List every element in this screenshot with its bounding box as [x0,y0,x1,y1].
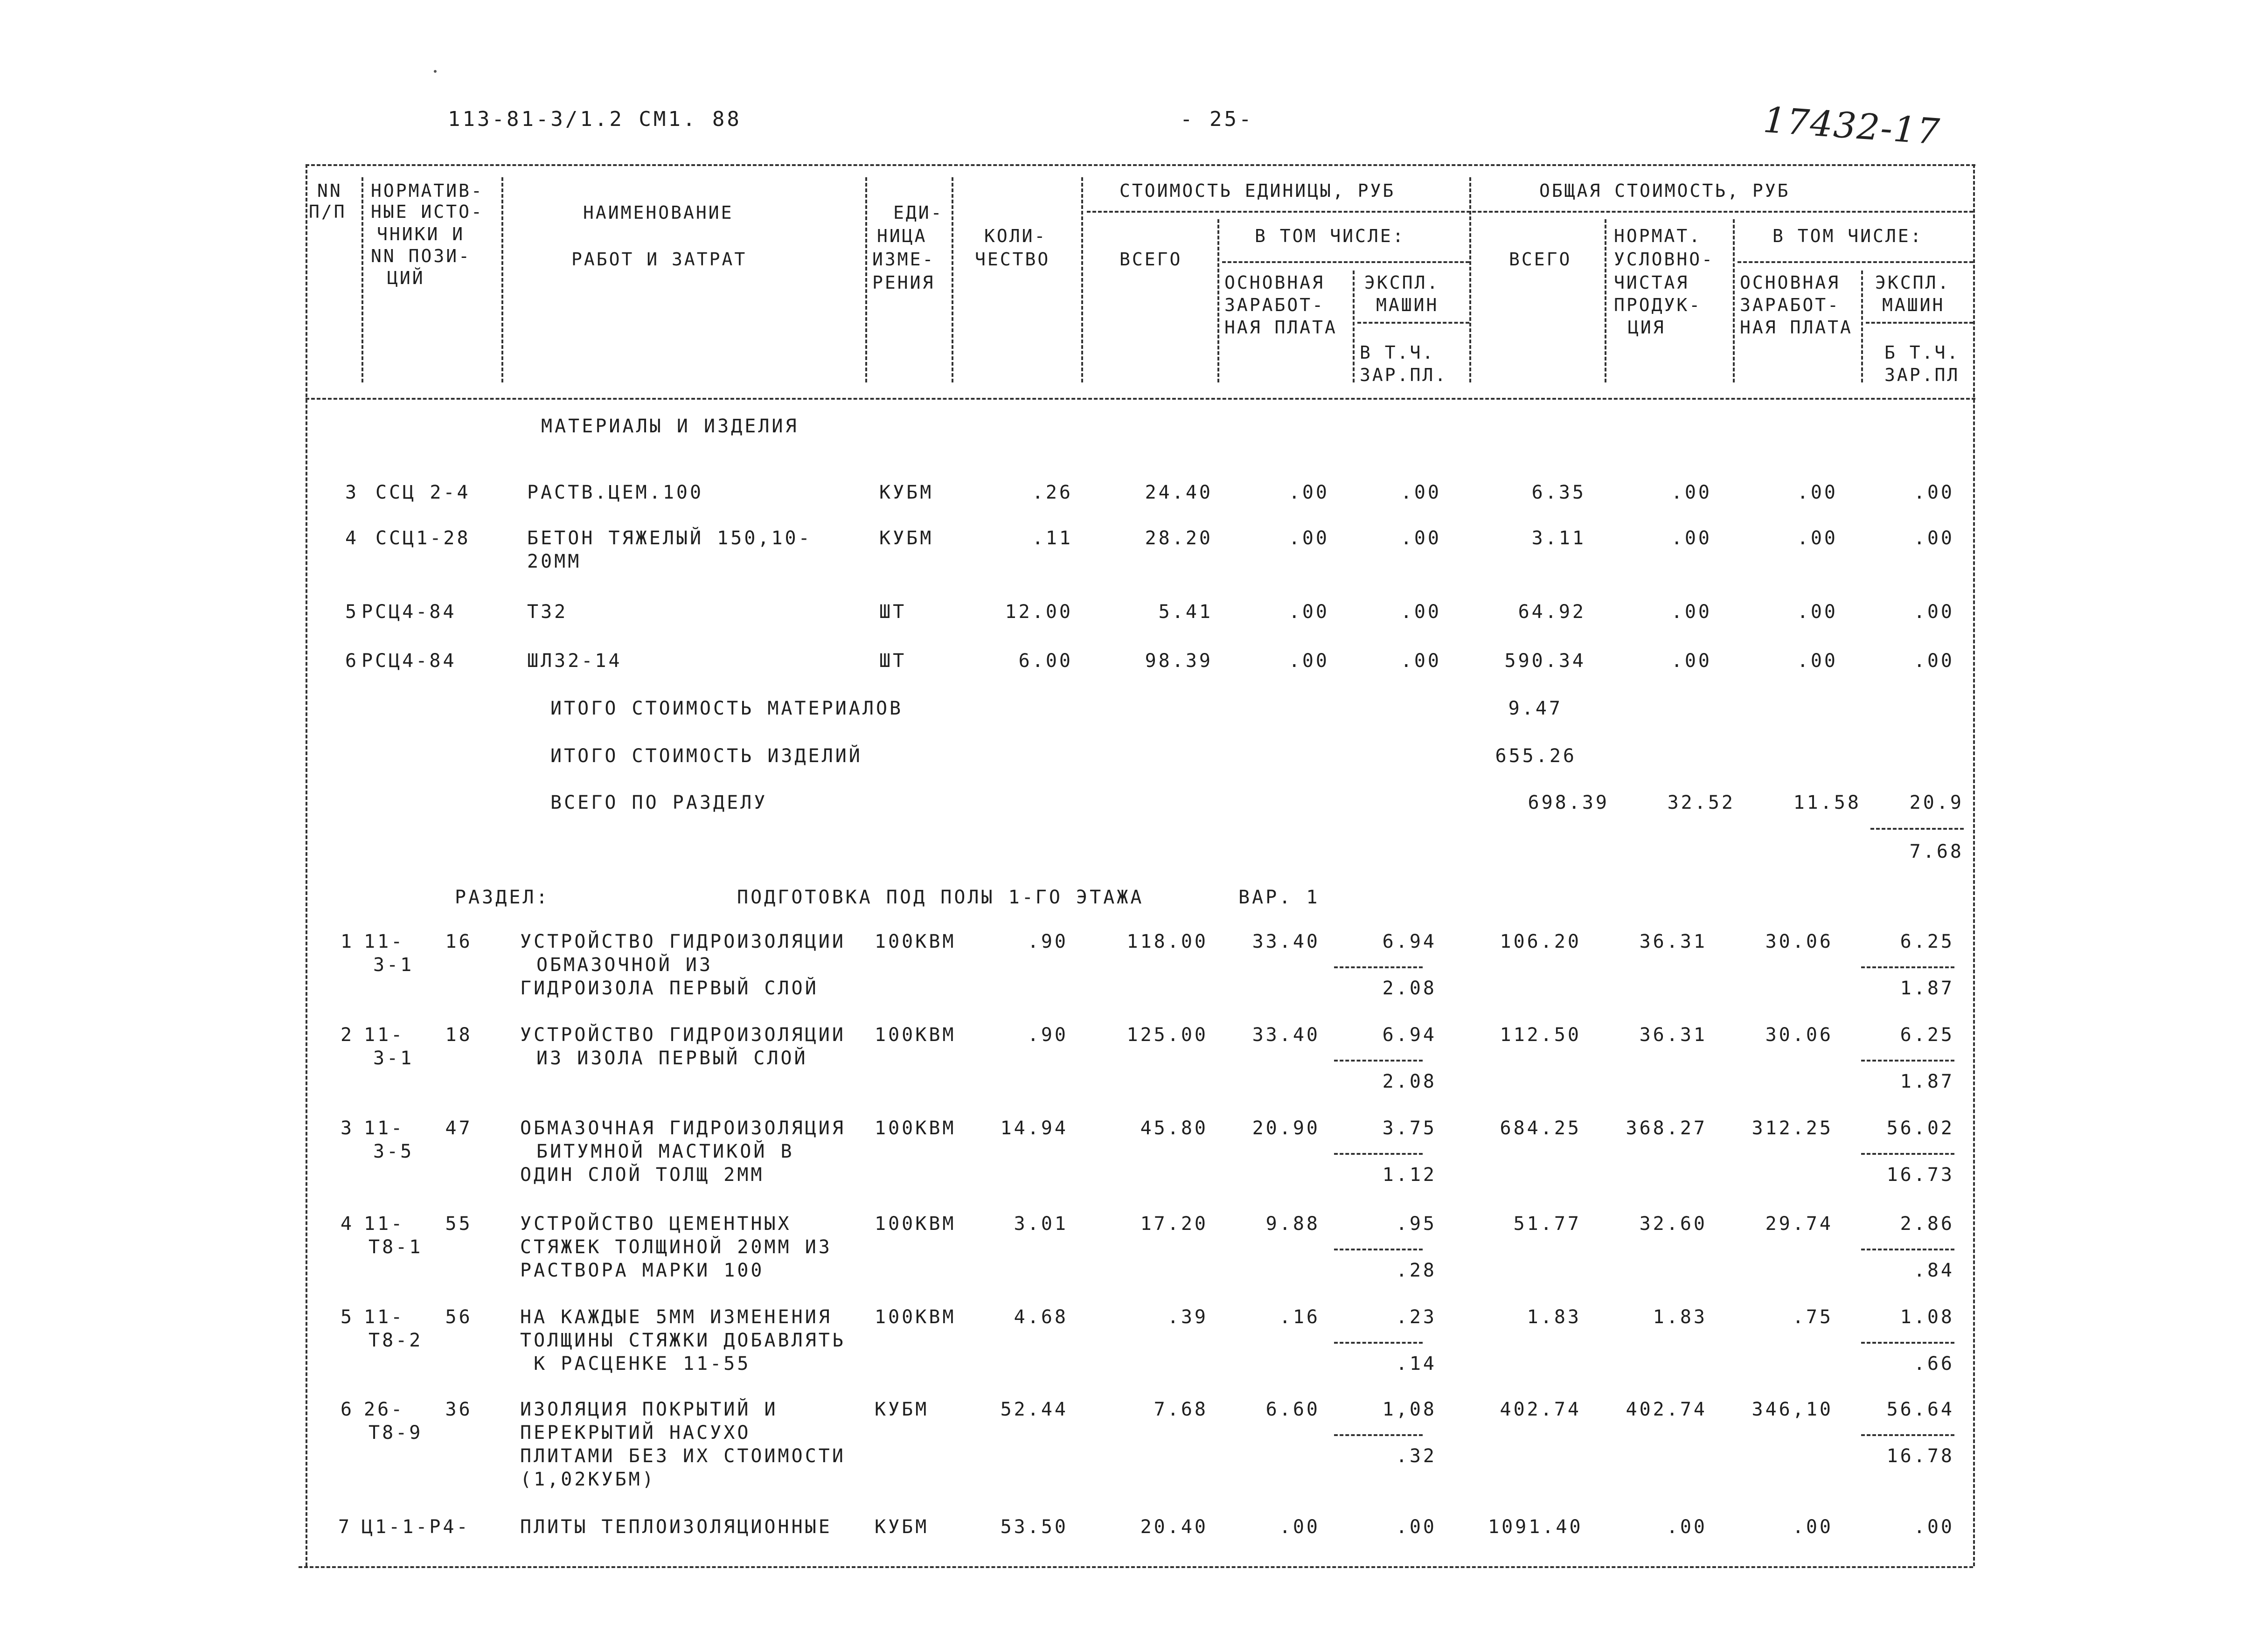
row-total-mach-wage: 16.78 [1886,1445,1954,1467]
row-name-cont: (1,02КУБМ) [520,1469,656,1490]
row-total-mach: 6.25 [1900,931,1954,952]
row-source: ССЦ1-28 [375,528,471,549]
row-unit-wage: 33.40 [1252,931,1320,952]
row-name: ОБМАЗОЧНАЯ ГИДРОИЗОЛЯЦИЯ [520,1118,846,1139]
col-header-ubt-2: ЗАР.ПЛ. [1360,365,1448,385]
row-total-norm: .00 [1666,1516,1707,1538]
row-unit: КУБМ [875,1399,929,1420]
section-total: 698.39 [1528,792,1609,813]
col-header-unit-incl: В ТОМ ЧИСЛЕ: [1255,226,1405,246]
row-unit: КУБМ [879,482,934,503]
row-unit-total: .39 [1167,1306,1208,1328]
row-name: РАСТВ.ЦЕМ.100 [527,482,704,503]
table-bottom-border [299,1566,1973,1568]
row-source: 11- 47 [364,1118,473,1139]
col-header-uwage-1: ОСНОВНАЯ [1224,272,1325,293]
row-qty: .26 [1032,482,1073,503]
mach-rule [1334,1153,1423,1155]
col-header-norm-5: ЦИЯ [1628,317,1666,338]
row-unit-wage: .00 [1288,650,1329,672]
row-unit-mach: .00 [1400,528,1441,549]
col-header-src-5: ЦИЙ [387,268,425,288]
row-unit: 100КВМ [875,1213,956,1235]
mach-rule [1334,1434,1423,1436]
sum-items-value: 655.26 [1495,745,1577,767]
row-total: 402.74 [1500,1399,1581,1420]
row-unit-mach-wage: .28 [1396,1260,1437,1281]
col-header-norm-2: УСЛОВНО- [1614,249,1715,270]
col-header-total-incl: В ТОМ ЧИСЛЕ: [1772,226,1923,246]
col-header-src-3: ЧНИКИ И [377,224,465,244]
row-number: 3 [341,1118,354,1139]
row-total-mach-wage: .66 [1913,1353,1954,1374]
row-unit-wage: .00 [1288,482,1329,503]
row-name-cont: ИЗ ИЗОЛА ПЕРВЫЙ СЛОЙ [536,1048,808,1069]
section-total-wage: 11.58 [1793,792,1861,813]
col-header-unit-4: РЕНИЯ [872,272,935,293]
col-header-twage-3: НАЯ ПЛАТА [1740,317,1853,338]
row-total-mach: .00 [1913,1516,1954,1538]
col-header-norm-4: ПРОДУК- [1614,295,1702,315]
row-unit-mach: .00 [1400,482,1441,503]
row-unit-wage: 9.88 [1265,1213,1320,1235]
col-header-unit-total: ВСЕГО [1119,249,1182,270]
row-unit-total: 5.41 [1158,601,1213,623]
row-name: ИЗОЛЯЦИЯ ПОКРЫТИЙ И [520,1399,778,1420]
row-name-cont: ТОЛЩИНЫ СТЯЖКИ ДОБАВЛЯТЬ [520,1330,846,1351]
row-qty: 6.00 [1018,650,1073,672]
row-source: 11- 18 [364,1024,473,1046]
row-source: 11- 56 [364,1306,473,1328]
col-header-src-1: НОРМАТИВ- [371,180,484,201]
header-rule-incl-t [1738,261,1973,263]
row-name-cont: ОДИН СЛОЙ ТОЛЩ 2ММ [520,1164,765,1186]
row-qty: 4.68 [1014,1306,1068,1328]
row-unit-wage: .00 [1288,528,1329,549]
page-number: - 25- [1180,107,1254,131]
row-unit-mach: .00 [1396,1516,1437,1538]
col-header-total-total: ВСЕГО [1509,249,1572,270]
row-total: 106.20 [1500,931,1581,952]
col-sep-ucost-end [1469,177,1471,382]
row-number: 5 [345,601,359,623]
col-header-tmach-1: ЭКСПЛ. [1875,272,1951,293]
row-source: Ц1-1-Р4- [361,1516,470,1538]
col-sep-twage [1861,271,1863,382]
row-name: ШЛ32-14 [527,650,622,672]
row-total-mach-wage: 1.87 [1900,1071,1954,1092]
table-right-border [1973,164,1975,1566]
row-total-wage: .00 [1797,601,1838,623]
row-unit-mach-wage: 1.12 [1382,1164,1437,1186]
row-unit-total: 28.20 [1145,528,1213,549]
mach-rule [1861,1434,1954,1436]
row-total-wage: .00 [1797,482,1838,503]
col-header-name-2: РАБОТ И ЗАТРАТ [571,249,747,270]
row-source: РСЦ4-84 [361,650,457,672]
header-rule-mach-t [1866,322,1973,324]
row-unit: 100КВМ [875,1118,956,1139]
row-unit-total: 20.40 [1140,1516,1208,1538]
section-label: РАЗДЕЛ: [455,887,550,908]
row-unit-mach-wage: .14 [1396,1353,1437,1374]
row-total: 51.77 [1513,1213,1581,1235]
row-total: 1091.40 [1488,1516,1583,1538]
row-total-mach-wage: 16.73 [1886,1164,1954,1186]
col-header-unit-2: НИЦА [877,226,927,246]
col-sep-uwage [1353,271,1355,382]
row-name: УСТРОЙСТВО ГИДРОИЗОЛЯЦИИ [520,931,846,952]
row-name: БЕТОН ТЯЖЕЛЫЙ 150,10- [527,528,812,549]
col-header-norm-3: ЧИСТАЯ [1614,272,1689,293]
row-unit-mach: .23 [1396,1306,1437,1328]
col-sep-tnorm [1733,219,1735,382]
row-name-cont: ПЛИТАМИ БЕЗ ИХ СТОИМОСТИ [520,1445,846,1467]
row-unit-total: 118.00 [1126,931,1208,952]
row-unit-total: 7.68 [1154,1399,1208,1420]
row-qty: 12.00 [1005,601,1073,623]
col-header-nn-2: П/П [309,201,347,222]
col-sep-src [501,177,503,382]
row-unit-mach: 6.94 [1382,931,1437,952]
header-bottom-border [306,398,1975,400]
row-number: 3 [345,482,359,503]
row-name: УСТРОЙСТВО ЦЕМЕНТНЫХ [520,1213,792,1235]
header-rule-incl-u [1222,261,1469,263]
row-name-cont: ГИДРОИЗОЛА ПЕРВЫЙ СЛОЙ [520,978,819,999]
row-total: 3.11 [1531,528,1586,549]
row-total-wage: 312.25 [1752,1118,1833,1139]
row-qty: 52.44 [1000,1399,1068,1420]
row-total-norm: .00 [1671,482,1712,503]
row-number: 4 [341,1213,354,1235]
row-unit-mach-wage: .32 [1396,1445,1437,1467]
row-unit: 100КВМ [875,931,956,952]
row-unit-mach-wage: 2.08 [1382,1071,1437,1092]
section-title: МАТЕРИАЛЫ И ИЗДЕЛИЯ [541,416,799,437]
row-total: 112.50 [1500,1024,1581,1046]
section-variant: ВАР. 1 [1238,887,1320,908]
section-total-mach-wage: 7.68 [1909,841,1964,862]
col-header-nn-1: NN [317,180,342,201]
col-sep-ttotal [1605,219,1606,382]
section-total-mach: 20.9 [1909,792,1964,813]
mach-rule [1861,1060,1954,1062]
row-source-cont: Т8-1 [368,1236,423,1258]
col-sep-name [865,177,867,382]
row-number: 2 [341,1024,354,1046]
mach-rule [1334,1249,1423,1250]
row-name-cont: БИТУМНОЙ МАСТИКОЙ В [536,1141,794,1162]
section-total-label: ВСЕГО ПО РАЗДЕЛУ [550,792,768,813]
row-qty: 14.94 [1000,1118,1068,1139]
row-unit-mach-wage: 2.08 [1382,978,1437,999]
col-header-uwage-3: НАЯ ПЛАТА [1224,317,1337,338]
row-number: 6 [341,1399,354,1420]
col-header-unit-cost: СТОИМОСТЬ ЕДИНИЦЫ, РУБ [1119,180,1396,201]
row-source: 11- 16 [364,931,473,952]
mach-rule [1334,1342,1423,1344]
row-total-norm: .00 [1671,650,1712,672]
row-total-norm: .00 [1671,601,1712,623]
col-header-tbt-1: Б Т.Ч. [1884,342,1960,363]
row-number: 7 [338,1516,352,1538]
col-header-ubt-1: В Т.Ч. [1360,342,1435,363]
row-unit: КУБМ [879,528,934,549]
row-total: 1.83 [1527,1306,1581,1328]
row-unit-mach: .95 [1396,1213,1437,1235]
row-total: 64.92 [1518,601,1586,623]
row-name-cont: СТЯЖЕК ТОЛЩИНОЙ 20ММ ИЗ [520,1236,832,1258]
row-total-mach-wage: 1.87 [1900,978,1954,999]
col-header-umach-2: МАШИН [1376,295,1439,315]
row-total-norm: 32.60 [1639,1213,1707,1235]
col-sep-unitcost [1217,219,1219,382]
col-sep-unit [952,177,953,382]
mach-rule [1861,966,1954,968]
row-total-wage: .00 [1797,528,1838,549]
table-left-border [306,164,307,1566]
row-total-norm: 368.27 [1626,1118,1707,1139]
row-unit-wage: 33.40 [1252,1024,1320,1046]
row-total: 590.34 [1504,650,1586,672]
sum-materials-label: ИТОГО СТОИМОСТЬ МАТЕРИАЛОВ [550,698,904,719]
row-number: 4 [345,528,359,549]
row-total-norm: .00 [1671,528,1712,549]
section-total-norm: 32.52 [1667,792,1735,813]
row-total-mach: .00 [1913,601,1954,623]
row-qty: 53.50 [1000,1516,1068,1538]
row-name: Т32 [527,601,568,623]
row-total-mach: 6.25 [1900,1024,1954,1046]
row-total-wage: 30.06 [1765,931,1833,952]
row-unit-total: 125.00 [1126,1024,1208,1046]
header-rule-mach-u [1357,322,1469,324]
col-header-uwage-2: ЗАРАБОТ- [1224,295,1325,315]
row-total-mach: 2.86 [1900,1213,1954,1235]
col-header-tbt-2: ЗАР.ПЛ [1884,365,1960,385]
col-header-twage-1: ОСНОВНАЯ [1740,272,1841,293]
row-unit-wage: 20.90 [1252,1118,1320,1139]
row-unit-mach: 6.94 [1382,1024,1437,1046]
row-total-norm: 36.31 [1639,1024,1707,1046]
row-qty: 3.01 [1014,1213,1068,1235]
col-header-norm-1: НОРМАТ. [1614,226,1702,246]
row-name: НА КАЖДЫЕ 5ММ ИЗМЕНЕНИЯ [520,1306,832,1328]
col-header-qty-2: ЧЕСТВО [975,249,1050,270]
row-total-mach: 56.02 [1886,1118,1954,1139]
row-unit-total: 45.80 [1140,1118,1208,1139]
row-unit: КУБМ [875,1516,929,1538]
row-name-cont: К РАСЦЕНКЕ 11-55 [520,1353,751,1374]
mach-rule [1861,1249,1954,1250]
header-rule-cost [1087,211,1973,213]
row-number: 1 [341,931,354,952]
col-header-twage-2: ЗАРАБОТ- [1740,295,1841,315]
row-unit-wage: .00 [1279,1516,1320,1538]
row-source: 11- 55 [364,1213,473,1235]
row-unit-total: 98.39 [1145,650,1213,672]
row-source-cont: 3-1 [373,1048,414,1069]
row-unit: 100КВМ [875,1306,956,1328]
row-name-cont: 20ММ [527,551,582,572]
row-number: 5 [341,1306,354,1328]
row-source-cont: 3-5 [373,1141,414,1162]
row-unit: ШТ [879,650,907,672]
row-total-mach-wage: .84 [1913,1260,1954,1281]
row-total-mach: .00 [1913,528,1954,549]
row-unit-mach: .00 [1400,601,1441,623]
row-total-mach: .00 [1913,482,1954,503]
col-header-src-4: NN ПОЗИ- [371,246,472,266]
mach-rule [1861,1153,1954,1155]
row-name-cont: ОБМАЗОЧНОЙ ИЗ [536,954,713,976]
row-source-cont: 3-1 [373,954,414,976]
row-name: ПЛИТЫ ТЕПЛОИЗОЛЯЦИОННЫЕ [520,1516,832,1538]
mach-rule [1861,1342,1954,1344]
row-total-wage: 346,10 [1752,1399,1833,1420]
row-total-mach: .00 [1913,650,1954,672]
col-header-unit-1: ЕДИ- [893,202,944,223]
table-top-border [306,164,1975,166]
row-total: 6.35 [1531,482,1586,503]
col-header-umach-1: ЭКСПЛ. [1364,272,1440,293]
col-header-src-2: НЫЕ ИСТО- [371,201,484,222]
col-header-unit-3: ИЗМЕ- [872,249,935,270]
mach-rule [1334,966,1423,968]
row-total-wage: .75 [1792,1306,1833,1328]
row-source: ССЦ 2-4 [375,482,471,503]
mach-rule [1334,1060,1423,1062]
col-sep-qty [1081,177,1083,382]
subtotal-rule [1870,828,1964,830]
row-unit-total: 17.20 [1140,1213,1208,1235]
row-total-mach: 56.64 [1886,1399,1954,1420]
row-qty: .11 [1032,528,1073,549]
row-qty: .90 [1027,1024,1068,1046]
row-total-mach: 1.08 [1900,1306,1954,1328]
row-total-wage: 30.06 [1765,1024,1833,1046]
row-total-norm: 402.74 [1626,1399,1707,1420]
row-unit: ШТ [879,601,907,623]
row-total-wage: 29.74 [1765,1213,1833,1235]
row-unit-wage: .00 [1288,601,1329,623]
row-name-cont: ПЕРЕКРЫТИЙ НАСУХО [520,1422,751,1444]
row-total: 684.25 [1500,1118,1581,1139]
row-name-cont: РАСТВОРА МАРКИ 100 [520,1260,765,1281]
row-unit-total: 24.40 [1145,482,1213,503]
row-source-cont: Т8-9 [368,1422,423,1444]
col-header-tmach-2: МАШИН [1882,295,1945,315]
row-qty: .90 [1027,931,1068,952]
row-unit: 100КВМ [875,1024,956,1046]
row-source-cont: Т8-2 [368,1330,423,1351]
row-number: 6 [345,650,359,672]
handwritten-stamp: 17432-17 [1762,98,1942,153]
row-total-norm: 1.83 [1653,1306,1707,1328]
row-source: 26- 36 [364,1399,473,1420]
section-title: ПОДГОТОВКА ПОД ПОЛЫ 1-ГО ЭТАЖА [737,887,1144,908]
row-total-norm: 36.31 [1639,931,1707,952]
row-unit-mach: .00 [1400,650,1441,672]
col-header-qty-1: КОЛИ- [984,226,1047,246]
row-unit-wage: .16 [1279,1306,1320,1328]
col-header-total-cost: ОБЩАЯ СТОИМОСТЬ, РУБ [1539,180,1790,201]
col-sep-nn [361,177,363,382]
row-total-wage: .00 [1797,650,1838,672]
sum-materials-value: 9.47 [1508,698,1563,719]
row-source: РСЦ4-84 [361,601,457,623]
sum-items-label: ИТОГО СТОИМОСТЬ ИЗДЕЛИЙ [550,745,862,767]
document-code: 113-81-3/1.2 СМ1. 88 [448,107,742,131]
col-header-name-1: НАИМЕНОВАНИЕ [583,202,734,223]
row-total-wage: .00 [1792,1516,1833,1538]
row-name: УСТРОЙСТВО ГИДРОИЗОЛЯЦИИ [520,1024,846,1046]
row-unit-mach: 1,08 [1382,1399,1437,1420]
scan-speck [434,70,437,73]
row-unit-mach: 3.75 [1382,1118,1437,1139]
row-unit-wage: 6.60 [1265,1399,1320,1420]
